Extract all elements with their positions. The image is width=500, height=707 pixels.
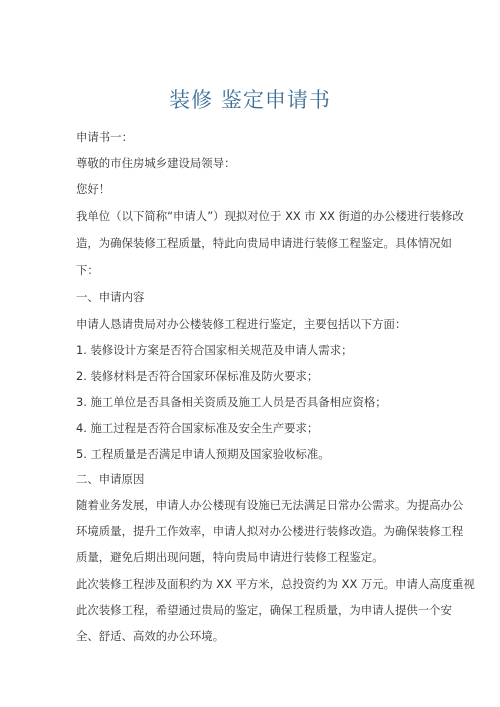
body-paragraph-line: 我单位（以下简称“申请人”）现拟对位于 XX 市 XX 街道的办公楼进行装修改: [76, 209, 464, 223]
body-paragraph-line: 此次装修工程，希望通过贵局的鉴定，确保工程质量，为申请人提供一个安: [76, 603, 452, 617]
addressee-line: 尊敬的市住房城乡建设局领导：: [76, 156, 236, 170]
document-title: 装修 鉴定申请书: [169, 88, 331, 112]
body-paragraph-line: 质量，避免后期出现问题，特向贵局申请进行装修工程鉴定。: [76, 550, 384, 564]
body-paragraph-line: 环境质量，提升工作效率，申请人拟对办公楼进行装修改造。为确保装修工程: [76, 524, 464, 538]
list-item: 4. 施工过程是否符合国家标准及安全生产要求；: [76, 421, 319, 435]
body-paragraph-line: 造，为确保装修工程质量，特此向贵局申请进行装修工程鉴定。具体情况如: [76, 236, 452, 250]
list-item: 3. 施工单位是否具备相关资质及施工人员是否具备相应资格；: [76, 395, 387, 409]
body-paragraph-line: 下：: [76, 263, 99, 277]
body-paragraph-line: 申请人恳请贵局对办公楼装修工程进行鉴定，主要包括以下方面：: [76, 317, 407, 331]
list-item: 1. 装修设计方案是否符合国家相关规范及申请人需求；: [76, 343, 353, 357]
list-item: 2. 装修材料是否符合国家环保标准及防火要求；: [76, 369, 319, 383]
body-paragraph-line: 全、舒适、高效的办公环境。: [76, 629, 225, 643]
list-item: 5. 工程质量是否满足申请人预期及国家验收标准。: [76, 447, 330, 461]
salutation-heading: 申请书一：: [76, 130, 133, 144]
section-heading-reason: 二、申请原因: [76, 472, 145, 486]
greeting-line: 您好！: [76, 182, 111, 196]
body-paragraph-line: 此次装修工程涉及面积约为 XX 平方米，总投资约为 XX 万元。申请人高度重视: [76, 577, 475, 591]
section-heading-content: 一、申请内容: [76, 290, 145, 304]
body-paragraph-line: 随着业务发展，申请人办公楼现有设施已无法满足日常办公需求。为提高办公: [76, 498, 464, 512]
